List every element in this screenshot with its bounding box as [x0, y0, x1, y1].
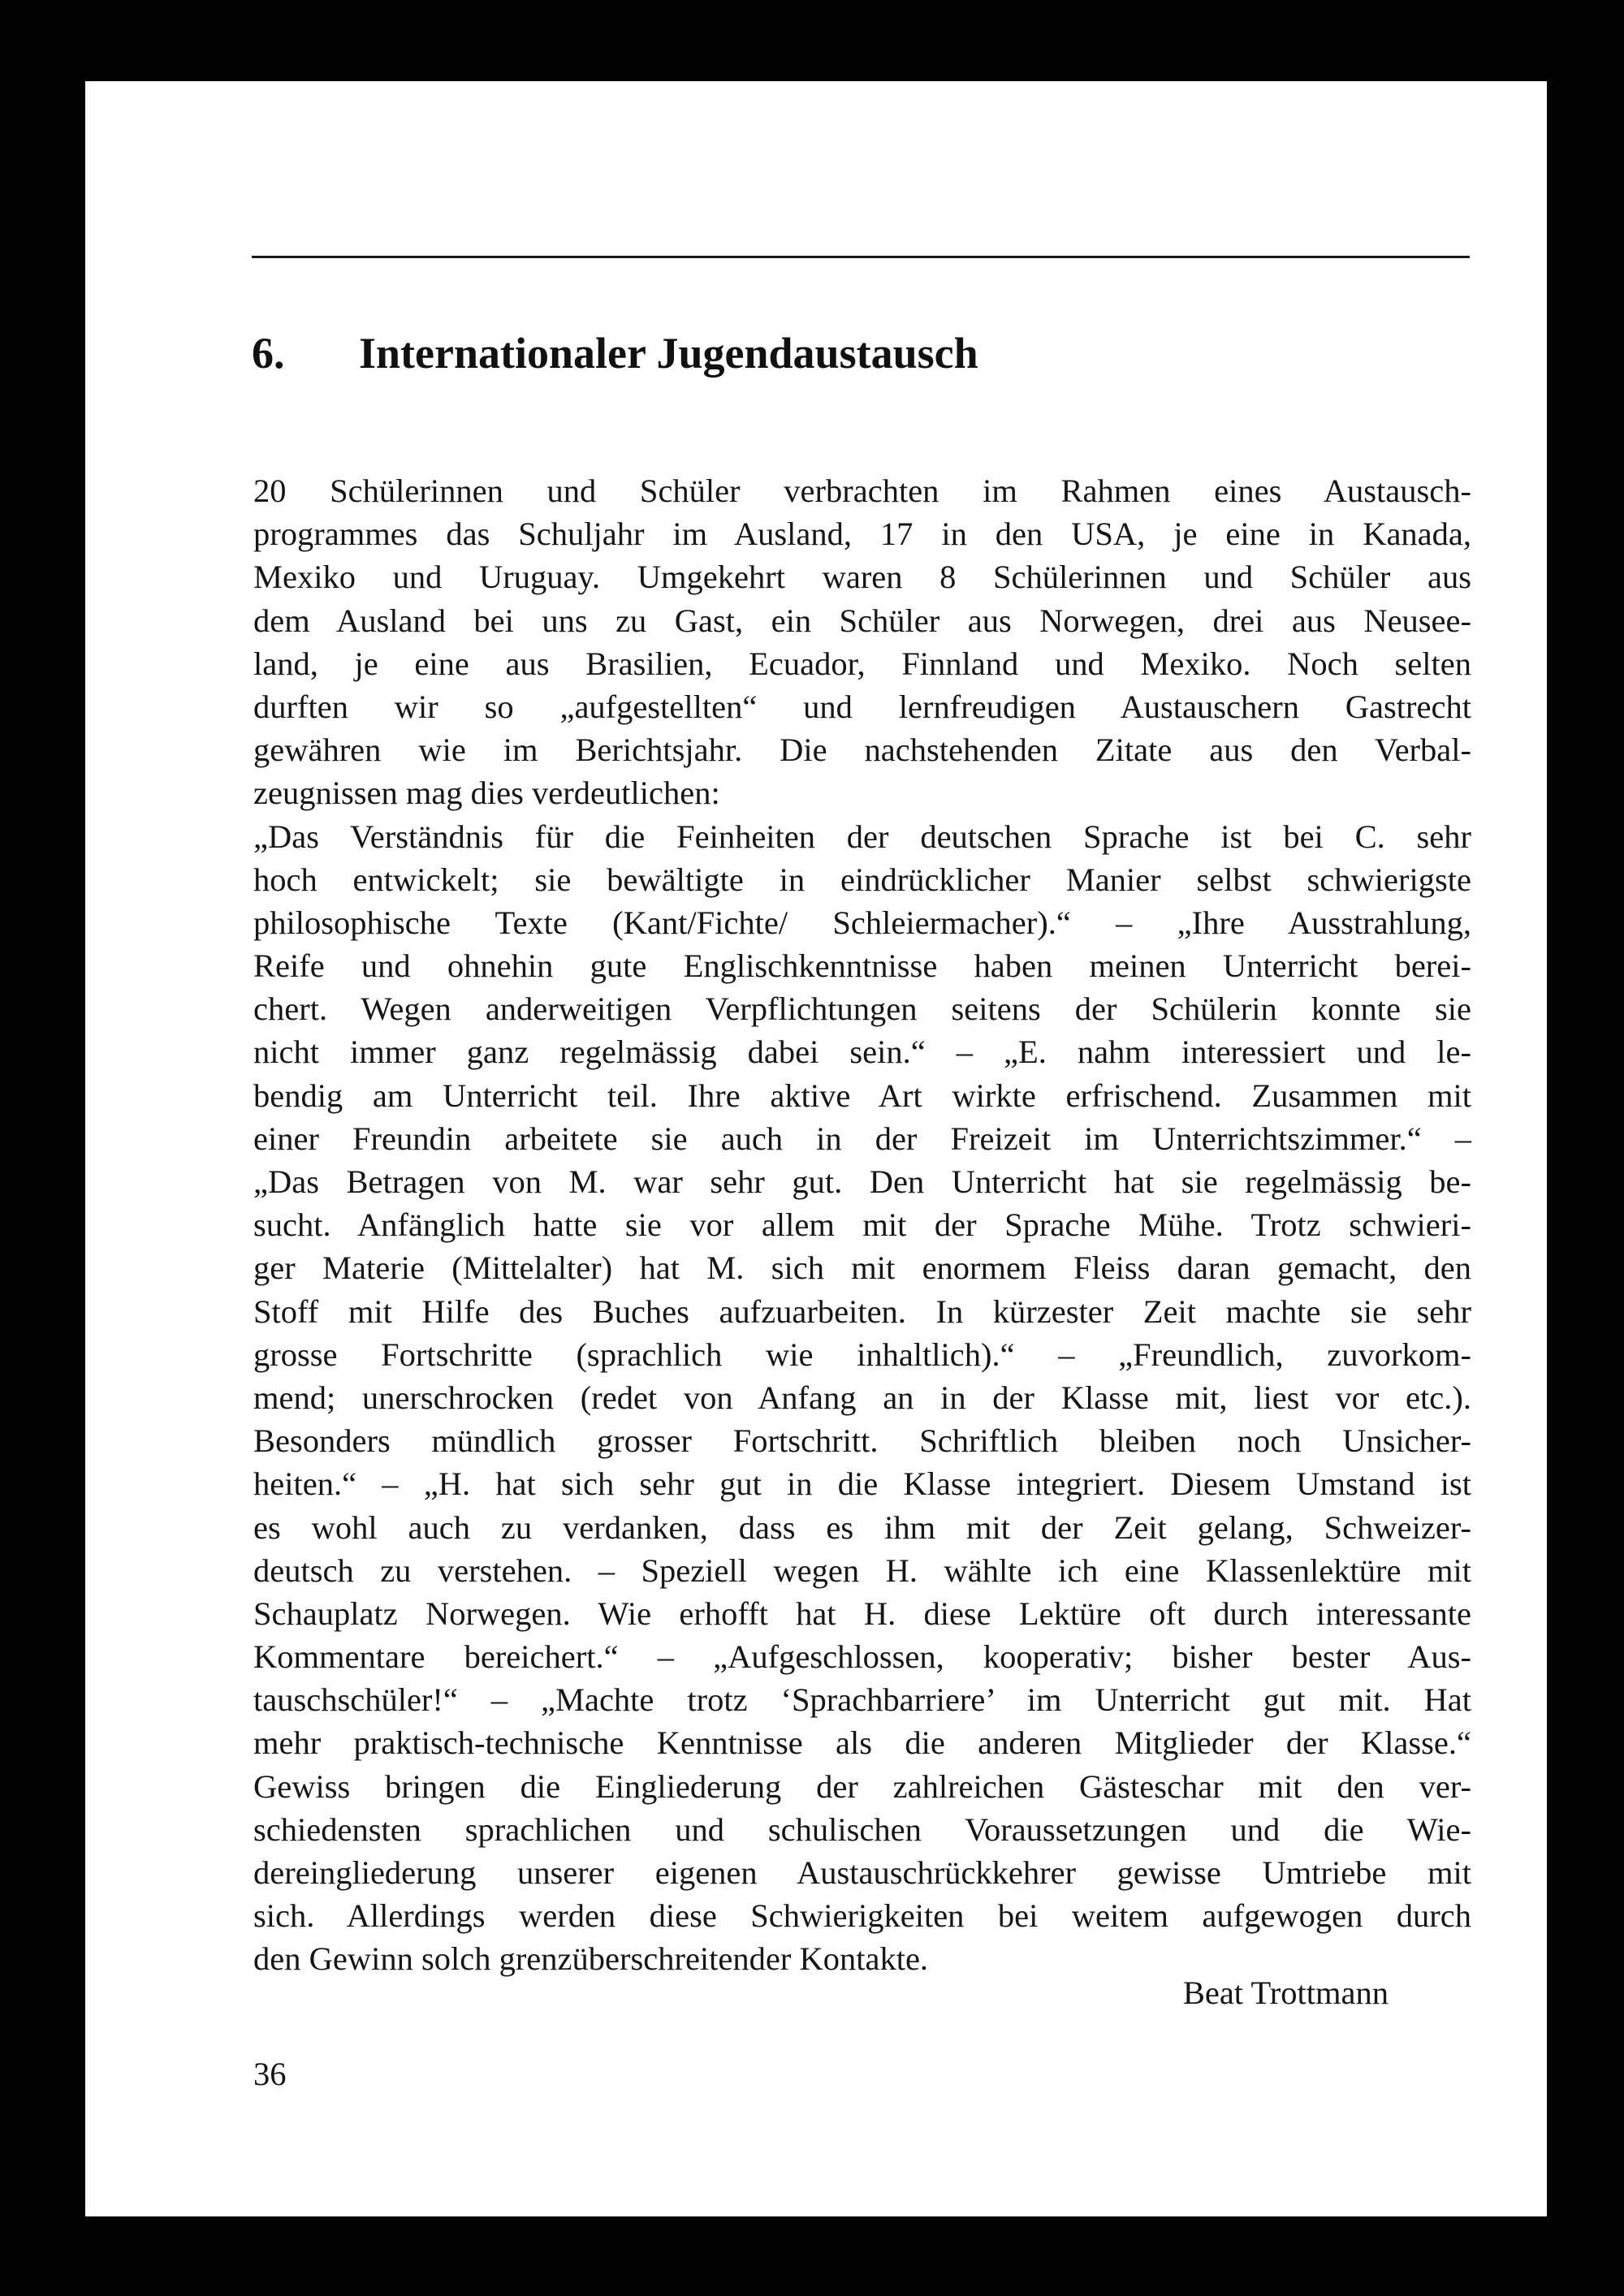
text-line: dem Ausland bei uns zu Gast, ein Schüler aus Norwegen, drei aus Neusee- [253, 602, 1471, 639]
text-line: 20 Schülerinnen und Schüler verbrachten im Rahmen eines Austausch- [253, 473, 1471, 509]
text-line: zeugnissen mag dies verdeutlichen: [253, 775, 720, 812]
text-line: durften wir so „aufgestellten“ und lernfreudigen Austauschern Gastrecht [253, 688, 1471, 725]
text-line: ger Materie (Mittelalter) hat M. sich mit enormem Fleiss daran gemacht, den [253, 1249, 1471, 1287]
text-line: Besonders mündlich grosser Fortschritt. Schriftlich bleiben noch Unsicher- [253, 1422, 1471, 1460]
header-rule [252, 256, 1470, 258]
text-line: heiten.“ – „H. hat sich sehr gut in die Klasse integriert. Diesem Umstand ist [253, 1465, 1471, 1503]
text-line: gewähren wie im Berichtsjahr. Die nachstehenden Zitate aus den Verbal- [253, 732, 1471, 769]
chapter-number: 6. [252, 329, 285, 378]
text-line: deutsch zu verstehen. – Speziell wegen H. wählte ich eine Klassenlektüre mit [253, 1552, 1471, 1589]
chapter-heading [252, 325, 978, 382]
text-line: chert. Wegen anderweitigen Verpflichtungen seitens der Schülerin konnte sie [253, 990, 1471, 1028]
text-line: land, je eine aus Brasilien, Ecuador, Finnland und Mexiko. Noch selten [253, 645, 1471, 682]
author-signature: Beat Trottmann [1182, 1974, 1389, 2011]
text-line: Schauplatz Norwegen. Wie erhofft hat H. diese Lektüre oft durch interessante [253, 1595, 1471, 1632]
text-line: „Das Betragen von M. war sehr gut. Den Unterricht hat sie regelmässig be- [253, 1163, 1471, 1200]
text-line: philosophische Texte (Kant/Fichte/ Schleiermacher).“ – „Ihre Ausstrahlung, [253, 904, 1471, 941]
body-text [253, 469, 1471, 1981]
text-line: Stoff mit Hilfe des Buches aufzuarbeiten. In kürzester Zeit machte sie sehr [253, 1293, 1471, 1330]
text-line: Gewiss bringen die Eingliederung der zahlreichen Gästeschar mit den ver- [253, 1767, 1471, 1805]
text-line: grosse Fortschritte (sprachlich wie inhaltlich).“ – „Freundlich, zuvorkom- [253, 1336, 1471, 1373]
text-line: dereingliederung unserer eigenen Austauschrückkehrer gewisse Umtriebe mit [253, 1854, 1471, 1891]
text-line: mehr praktisch-technische Kenntnisse als die anderen Mitglieder der Klasse.“ [253, 1724, 1471, 1762]
text-line: hoch entwickelt; sie bewältigte in eindrücklicher Manier selbst schwierigste [253, 861, 1471, 898]
text-line: nicht immer ganz regelmässig dabei sein.“ – „E. nahm interessiert und le- [253, 1034, 1471, 1071]
text-line: es wohl auch zu verdanken, dass es ihm mit der Zeit gelang, Schweizer- [253, 1508, 1471, 1546]
text-line: Mexiko und Uruguay. Umgekehrt waren 8 Schülerinnen und Schüler aus [253, 559, 1471, 596]
text-line: schiedensten sprachlichen und schulischen Voraussetzungen und die Wie- [253, 1810, 1471, 1848]
text-line: sich. Allerdings werden diese Schwierigkeiten bei weitem aufgewogen durch [253, 1897, 1471, 1935]
text-line: einer Freundin arbeitete sie auch in der Freizeit im Unterrichtszimmer.“ – [253, 1120, 1471, 1157]
text-line: tauschschüler!“ – „Machte trotz ‘Sprachbarriere’ im Unterricht gut mit. Hat [253, 1681, 1471, 1719]
text-line: Kommentare bereichert.“ – „Aufgeschlossen, kooperativ; bisher bester Aus- [253, 1638, 1471, 1676]
text-line: den Gewinn solch grenzüberschreitender Kontakte. [253, 1940, 929, 1978]
text-line: Reife und ohnehin gute Englischkenntnisse haben meinen Unterricht berei- [253, 947, 1471, 985]
text-line: programmes das Schuljahr im Ausland, 17 in den USA, je eine in Kanada, [253, 516, 1471, 553]
page-number: 36 [253, 2056, 287, 2092]
page-sheet [85, 81, 1547, 2216]
text-line: sucht. Anfänglich hatte sie vor allem mit der Sprache Mühe. Trotz schwieri- [253, 1206, 1471, 1244]
chapter-title: Internationaler Jugendaustausch [359, 329, 978, 378]
text-line: „Das Verständnis für die Feinheiten der deutschen Sprache ist bei C. sehr [253, 818, 1471, 855]
text-line: mend; unerschrocken (redet von Anfang an in der Klasse mit, liest vor etc.). [253, 1379, 1471, 1416]
text-line: bendig am Unterricht teil. Ihre aktive Art wirkte erfrischend. Zusammen mit [253, 1077, 1471, 1114]
